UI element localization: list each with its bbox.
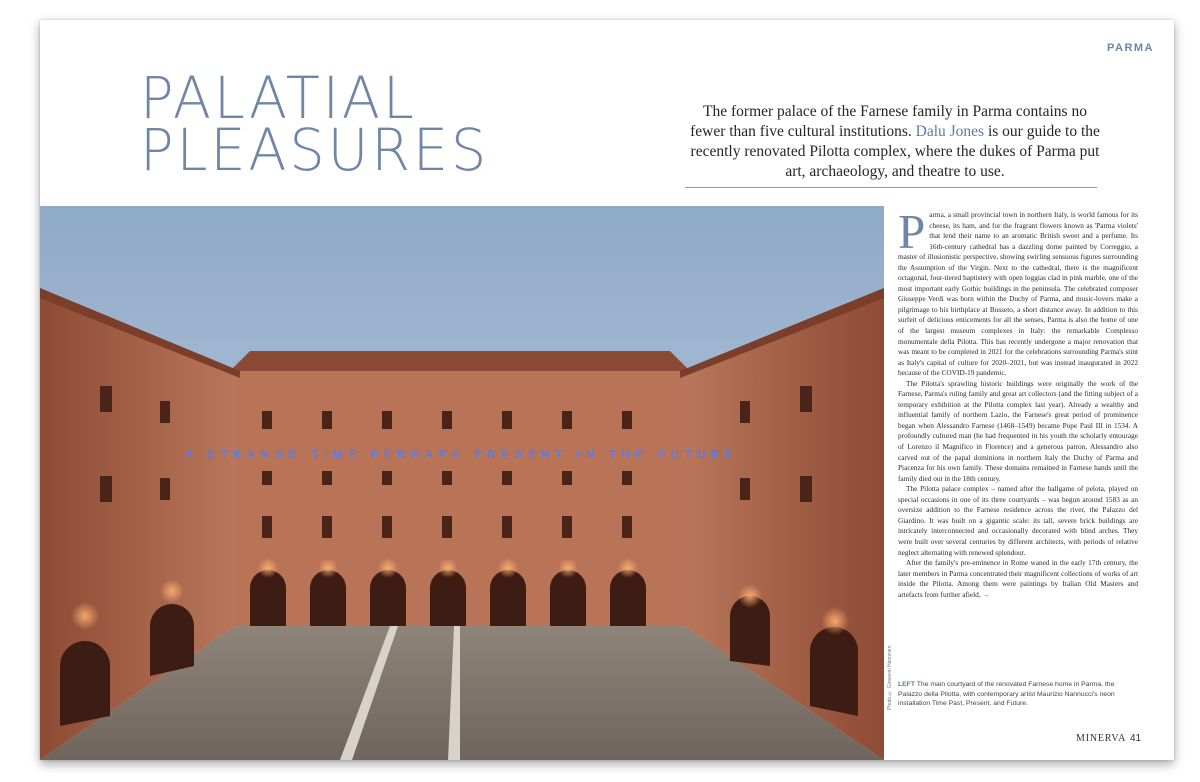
paragraph-4-text: After the family's pre-eminence in Rome waned in the early 17th century, the later members in Parma concentrated their magnificent collections of works of art inside the Pilotta. Among them were paintings by Italian Old Masters and artefacts from further afield, (898, 558, 1138, 599)
standfirst-lead: The former palace of the Farnese family in Parma contains no fewer than five cultural institutions. (690, 103, 1087, 140)
standfirst (685, 102, 1105, 182)
paragraph-3: The Pilotta palace complex – named after the ballgame of pelota, played on special occasions in one of its three courtyards – was begun around 1583 as an oversize addition to the Farnese residence across the river, the Palazzo del Giardino. It was built on a gigantic scale: its tall, severe brick buildings are intricately interconnected and occasionally decorated with blind arches. They were built over several centuries by different architects, with periods of relative neglect alternating with renewed splendour. (898, 484, 1138, 557)
neon-installation-text: A STRANGE TIME PERHAPS PRESENT IN THE FUTURE (185, 449, 739, 461)
courtyard-photo (40, 206, 884, 760)
caption-label: LEFT (898, 681, 915, 688)
photo-caption (898, 680, 1138, 709)
continue-arrow-icon: → (982, 589, 990, 599)
paragraph-1 (898, 204, 1138, 379)
headline (140, 64, 543, 184)
paragraph-4 (898, 558, 1138, 600)
standfirst-rule (685, 187, 1097, 188)
paragraph-1-text: arma, a small provincial town in northern Italy, is world famous for its cheese, its ham, and for the fragrant flowers known as 'Parma violets' that lend their name to an aromatic British sweet and a perfume. Its 16th-century cathedral has a dazzling dome painted by Correggio, a master of illusionistic perspective, showing swirling sensuous figures surrounding the Assumption of the Virgin. Next to the cathedral, there is the magnificent octagonal, four-tiered baptistery with open loggias clad in pink marble, one of the most important early Gothic buildings in the peninsula. The celebrated composer Giuseppe Verdi was born within the Duchy of Parma, and music-lovers make a pilgrimage to his birthplace at Busseto, a short distance away. In addition to this surfeit of delicious enticements for all the senses, Parma is also the home of one of the largest museum complexes in Italy: the remarkable Complesso monumentale della Pilotta. This has recently undergone a major renovation that was meant to be completed in 2021 for the celebrations surrounding Parma's stint as Italy's capital of culture for 2020–2021, but was instead inaugurated in 2022 because of the COVID-19 pandemic. (898, 210, 1138, 378)
author-name: Dalu Jones (915, 123, 985, 140)
section-tag: PARMA (1106, 42, 1154, 54)
paragraph-2: The Pilotta's sprawling historic buildings were originally the work of the Farnese, Parma's ruling family and great art collectors (and the fitting subject of a temporary exhibition at the Pilotta complex last year). Already a wealthy and influential family of northern Lazio, the Farnese's great period of prominence began when Alessandro Farnese (1468–1549) became Pope Paul III in 1534. A profoundly cultured man (he had frequented in his youth the scholarly entourage of Lorenzo il Magnifico in Florence) and a generous patron, Alessandro also carved out of the papal dominions in northern Italy the Duchy of Parma and Piacenza for his own family. These domains remained in Farnese hands until the family died out in the 18th century. (898, 378, 1138, 483)
headline-line-2: PLEASURES (140, 116, 490, 184)
standfirst-rest: is our guide to the recently renovated Pilotta complex, where the dukes of Parma put art, archaeology, and theatre to use. (690, 123, 1100, 180)
caption-text: The main courtyard of the renovated Farnese home in Parma, the Palazzo della Pilotta, with contemporary artist Maurizio Nannucci's neon installation Time Past, Present, and Future. (898, 681, 1115, 707)
magazine-name: MINERVA (1076, 733, 1127, 744)
article-body (898, 204, 1138, 600)
photo-credit: Photo © Giovanni Hanninen (887, 645, 893, 710)
page-number: 41 (1130, 733, 1142, 744)
drop-cap: P (898, 204, 926, 259)
magazine-page (40, 20, 1174, 760)
headline-line-1: PALATIAL (140, 64, 417, 132)
